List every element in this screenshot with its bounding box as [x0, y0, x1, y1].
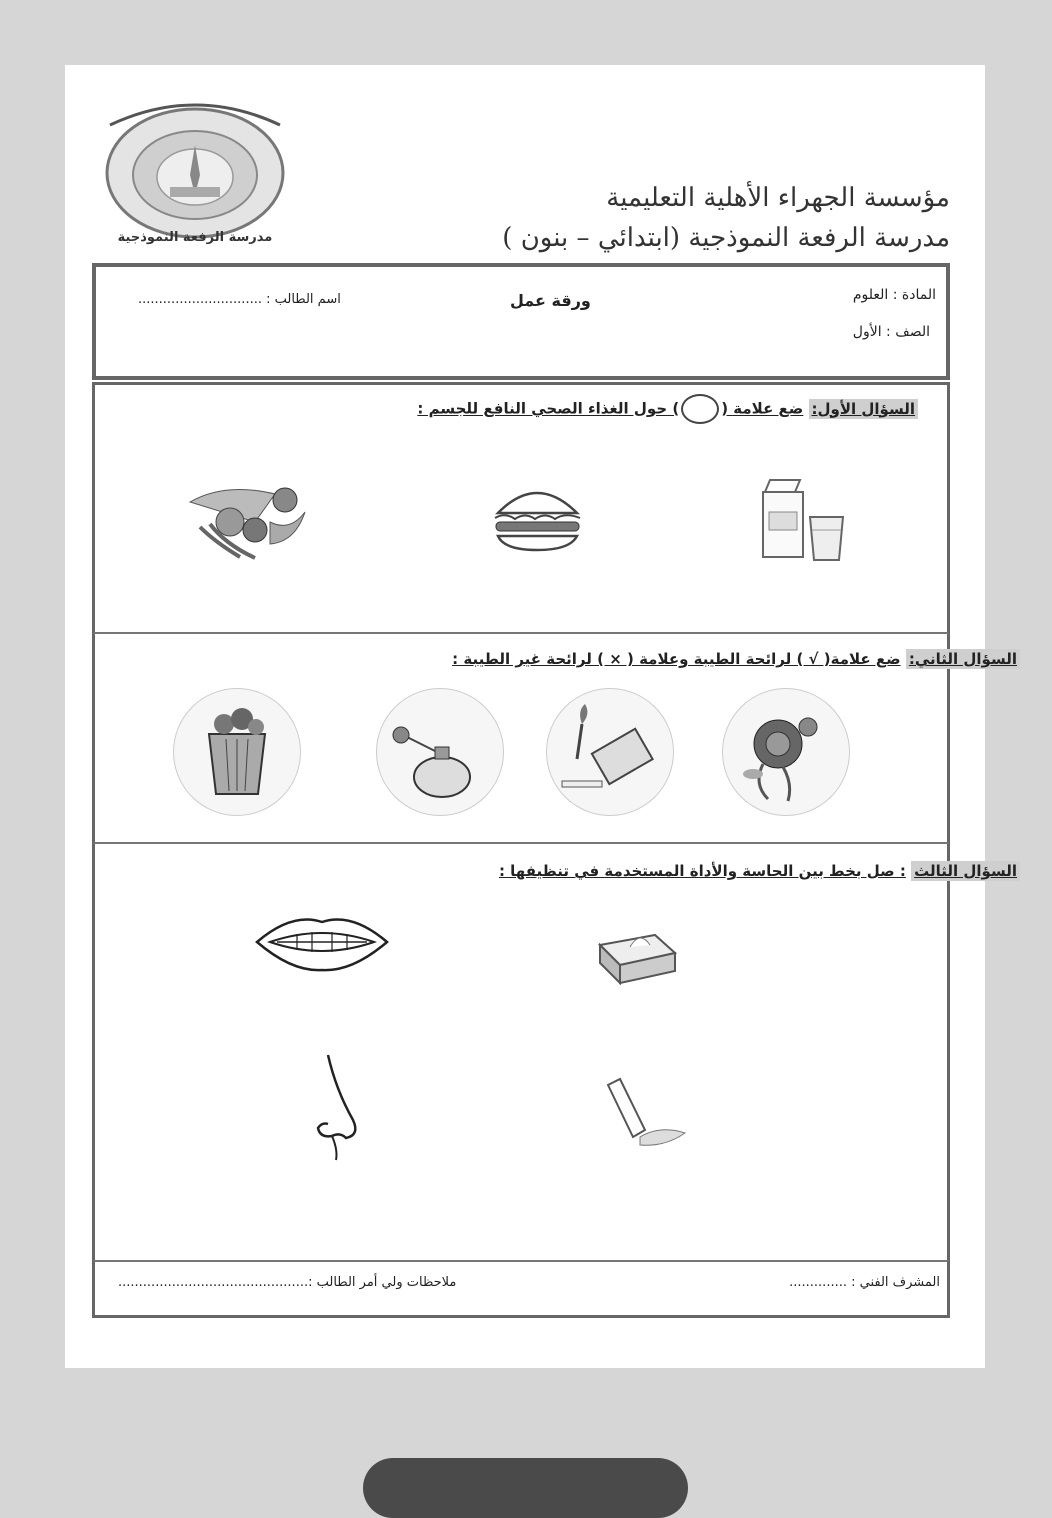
supervisor-field[interactable]: المشرف الفني : .............. — [789, 1275, 940, 1290]
school-name: مدرسة الرفعة النموذجية (ابتدائي – بنون ) — [502, 223, 950, 254]
nose-image[interactable] — [308, 1050, 363, 1165]
circle-mark-icon — [681, 394, 719, 424]
grade-label: الصف : الأول — [852, 324, 930, 340]
student-name-field[interactable]: اسم الطالب : .............................. — [138, 292, 341, 307]
rose-image[interactable] — [722, 688, 850, 816]
question-1-title: السؤال الأول: ضع علامة () حول الغذاء الصحي النافع للجسم : — [417, 394, 918, 424]
question-1-label: السؤال الأول: — [809, 399, 918, 419]
question-3-label: السؤال الثالث — [911, 861, 1020, 881]
question-2-label: السؤال الثاني: — [906, 649, 1020, 669]
school-logo — [100, 95, 290, 245]
viewer-bottom-bar[interactable] — [363, 1458, 688, 1518]
subject-label: المادة : العلوم — [852, 287, 936, 303]
worksheet-title: ورقة عمل — [510, 291, 591, 310]
trash-bin-icon — [174, 689, 300, 815]
parent-notes-field[interactable]: ملاحظات ولي أمر الطالب :.............................................. — [118, 1275, 457, 1290]
trash-bin-image[interactable] — [173, 688, 301, 816]
rose-icon — [723, 689, 849, 815]
svg-text:مدرسة الرفعة النموذجية: مدرسة الرفعة النموذجية — [117, 230, 273, 245]
organization-name: مؤسسة الجهراء الأهلية التعليمية — [606, 183, 950, 213]
vegetables-image[interactable] — [185, 482, 315, 562]
burger-image[interactable] — [490, 478, 585, 553]
perfume-image[interactable] — [376, 688, 504, 816]
perfume-icon — [377, 689, 503, 815]
mouth-image[interactable] — [252, 912, 392, 972]
question-3-section — [92, 844, 950, 1260]
milk-juice-image[interactable] — [755, 472, 850, 562]
info-box — [92, 263, 950, 380]
question-2-title: السؤال الثاني: ضع علامة( √ ) لرائحة الطيبة وعلامة ( × ) لرائحة غير الطيبة : — [452, 650, 1020, 668]
organization-header — [390, 178, 950, 259]
tissue-box-image[interactable] — [595, 925, 680, 985]
toothpaste-image[interactable] — [600, 1075, 690, 1155]
matches-icon — [547, 689, 673, 815]
question-3-title: السؤال الثالث : صل بخط بين الحاسة والأداة المستخدمة في تنظيفها : — [499, 862, 1020, 880]
matches-cigarette-image[interactable] — [546, 688, 674, 816]
